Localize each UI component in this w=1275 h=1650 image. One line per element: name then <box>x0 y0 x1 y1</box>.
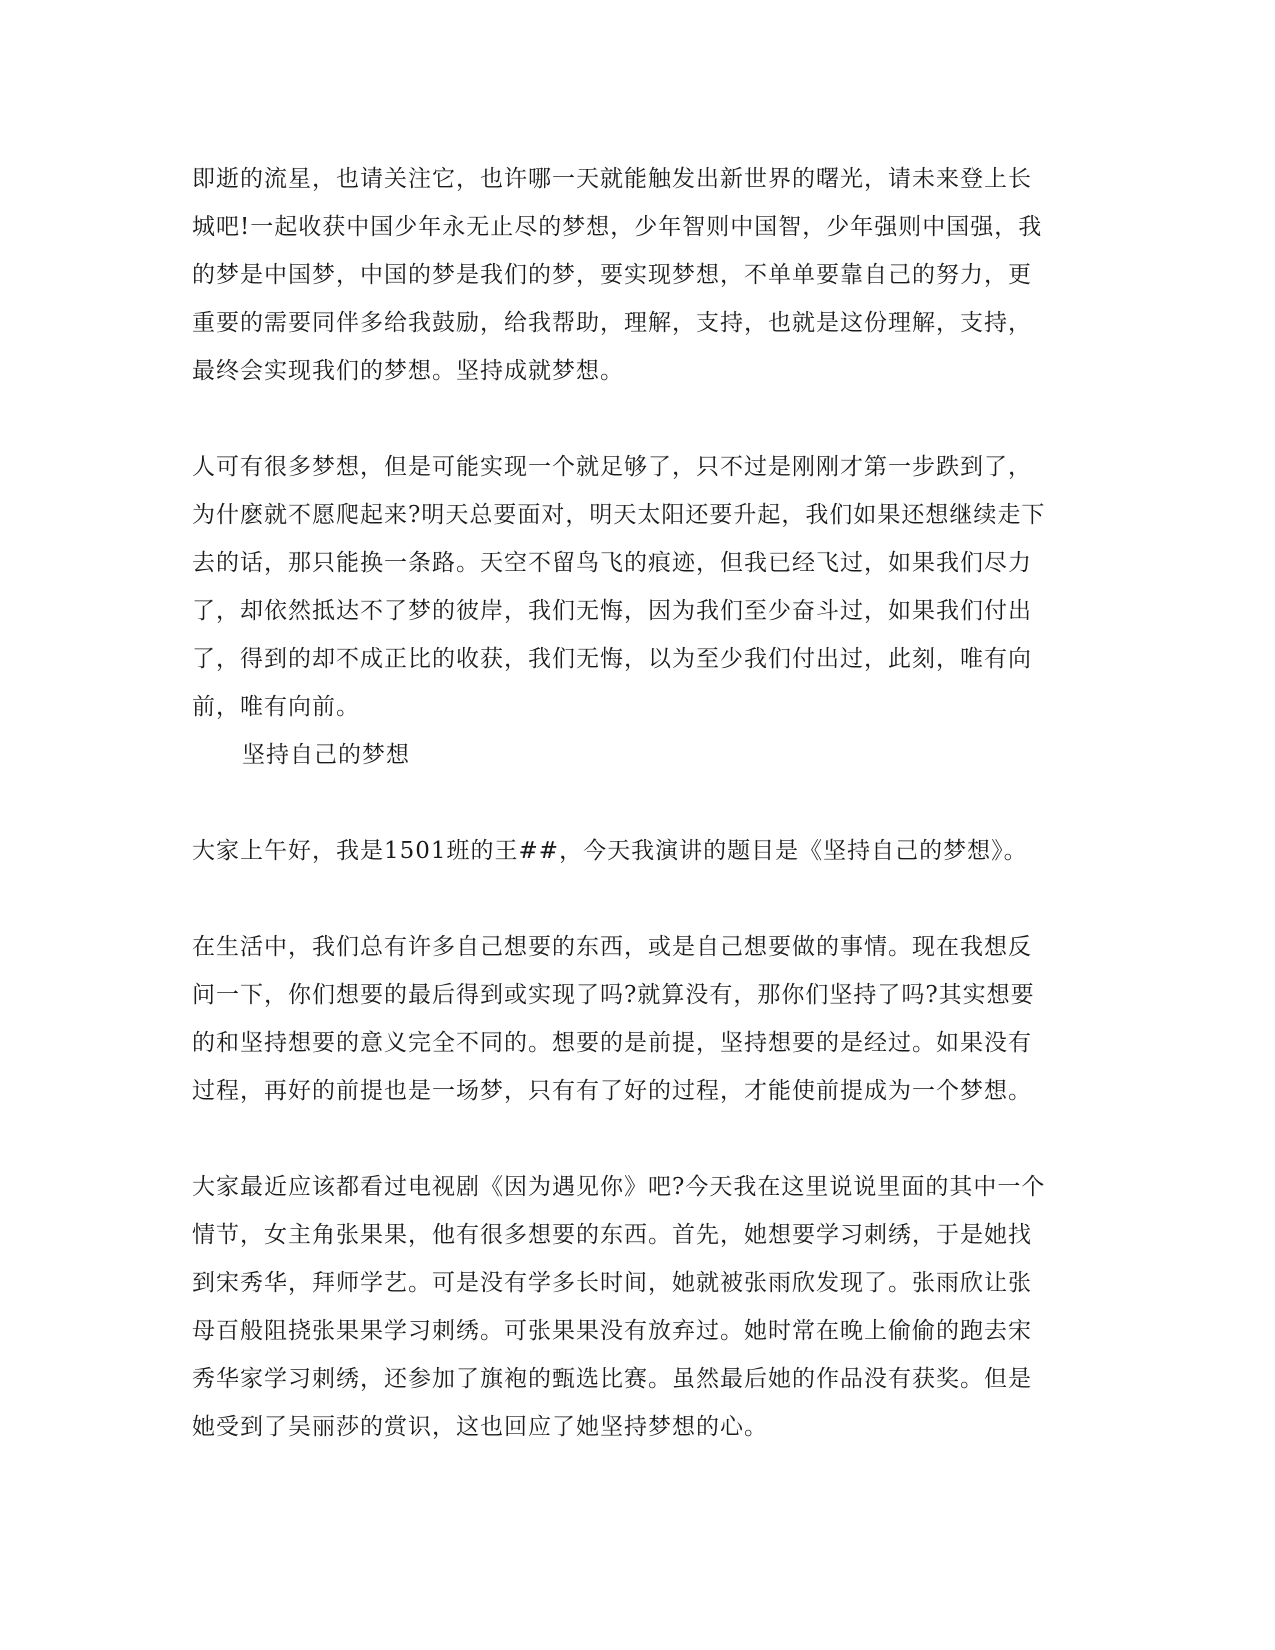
text-line: 情节，女主角张果果，他有很多想要的东西。首先，她想要学习刺绣，于是她找 <box>192 1222 1032 1248</box>
paragraph-spacer <box>192 875 1082 923</box>
text-line: 到宋秀华，拜师学艺。可是没有学多长时间，她就被张雨欣发现了。张雨欣让张 <box>192 1270 1032 1296</box>
text-line: 母百般阻挠张果果学习刺绣。可张果果没有放弃过。她时常在晚上偷偷的跑去宋 <box>192 1318 1032 1344</box>
paragraph-tv-drama-example <box>192 1163 1082 1451</box>
text-line: 大家上午好，我是1501班的王##，今天我演讲的题目是《坚持自己的梦想》。 <box>192 838 1028 864</box>
text-line: 大家最近应该都看过电视剧《因为遇见你》吧?今天我在这里说说里面的其中一个 <box>192 1174 1046 1200</box>
text-line: 的和坚持想要的意义完全不同的。想要的是前提，坚持想要的是经过。如果没有 <box>192 1030 1032 1056</box>
paragraph-greeting <box>192 827 1082 875</box>
text-line: 在生活中，我们总有许多自己想要的东西，或是自己想要做的事情。现在我想反 <box>192 934 1032 960</box>
text-line: 最终会实现我们的梦想。坚持成就梦想。 <box>192 358 624 384</box>
text-line: 了，得到的却不成正比的收获，我们无悔，以为至少我们付出过，此刻，唯有向 <box>192 646 1032 672</box>
paragraph-wanting-vs-persisting <box>192 923 1082 1115</box>
paragraph-shooting-star <box>192 155 1082 395</box>
text-line: 前，唯有向前。 <box>192 694 360 720</box>
text-line: 人可有很多梦想，但是可能实现一个就足够了，只不过是刚刚才第一步跌到了， <box>192 454 1032 480</box>
text-line: 的梦是中国梦，中国的梦是我们的梦，要实现梦想，不单单要靠自己的努力，更 <box>192 262 1032 288</box>
document-page <box>192 155 1082 1451</box>
text-line: 去的话，那只能换一条路。天空不留鸟飞的痕迹，但我已经飞过，如果我们尽力 <box>192 550 1032 576</box>
paragraph-spacer <box>192 1115 1082 1163</box>
text-line: 为什麽就不愿爬起来?明天总要面对，明天太阳还要升起，我们如果还想继续走下 <box>192 502 1046 528</box>
text-line: 过程，再好的前提也是一场梦，只有有了好的过程，才能使前提成为一个梦想。 <box>192 1078 1032 1104</box>
text-line: 她受到了吴丽莎的赏识，这也回应了她坚持梦想的心。 <box>192 1414 768 1440</box>
paragraph-many-dreams <box>192 443 1082 731</box>
text-line: 了，却依然抵达不了梦的彼岸，我们无悔，因为我们至少奋斗过，如果我们付出 <box>192 598 1032 624</box>
text-line: 即逝的流星，也请关注它，也许哪一天就能触发出新世界的曙光，请未来登上长 <box>192 166 1032 192</box>
section-heading: 坚持自己的梦想 <box>242 742 410 768</box>
paragraph-spacer <box>192 395 1082 443</box>
text-line: 问一下，你们想要的最后得到或实现了吗?就算没有，那你们坚持了吗?其实想要 <box>192 982 1035 1008</box>
text-line: 城吧!一起收获中国少年永无止尽的梦想，少年智则中国智，少年强则中国强，我 <box>192 214 1043 240</box>
paragraph-spacer <box>192 779 1082 827</box>
text-line: 秀华家学习刺绣，还参加了旗袍的甄选比赛。虽然最后她的作品没有获奖。但是 <box>192 1366 1032 1392</box>
text-line: 重要的需要同伴多给我鼓励，给我帮助，理解，支持，也就是这份理解，支持， <box>192 310 1032 336</box>
